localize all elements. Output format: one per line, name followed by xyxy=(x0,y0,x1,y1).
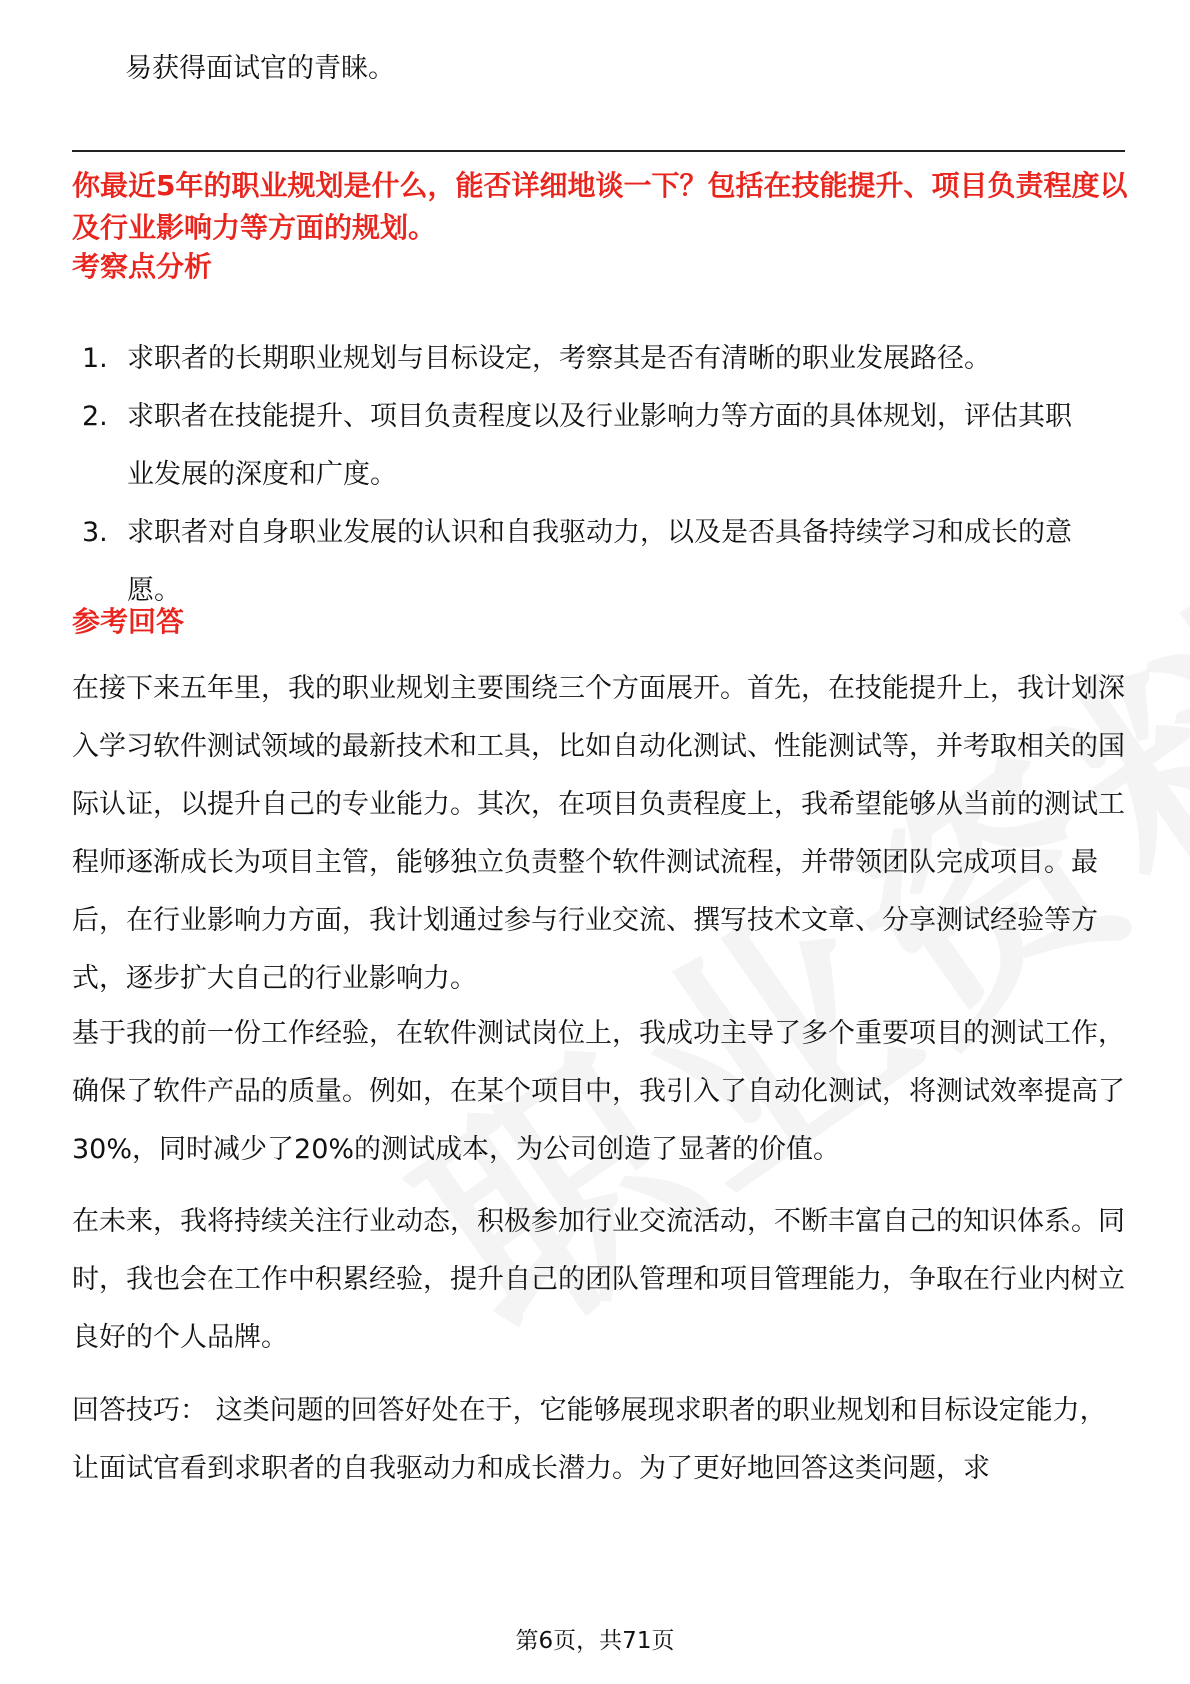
list-number: 1. xyxy=(82,343,108,374)
analysis-heading: 考察点分析 xyxy=(72,250,213,283)
page-number: 第6页，共71页 xyxy=(515,1628,675,1654)
answer-paragraph: 在未来，我将持续关注行业动态，积极参加行业交流活动，不断丰富自己的知识体系。同时，我也会在工作中积累经验，提升自己的团队管理和项目管理能力，争取在行业内树立良好的个人品牌。 xyxy=(72,1206,1125,1353)
list-item xyxy=(82,504,1087,620)
answer-tips-paragraph: 回答技巧： 这类问题的回答好处在于，它能够展现求职者的职业规划和目标设定能力，让面试官看到求职者的自我驱动力和成长潜力。为了更好地回答这类问题，求 xyxy=(72,1395,1107,1484)
continued-text: 易获得面试官的青睐。 xyxy=(125,53,395,84)
list-number: 3. xyxy=(82,517,108,548)
answer-heading: 参考回答 xyxy=(72,605,185,638)
list-item-text: 求职者的长期职业规划与目标设定，考察其是否有清晰的职业发展路径。 xyxy=(127,343,991,374)
answer-paragraph: 基于我的前一份工作经验，在软件测试岗位上，我成功主导了多个重要项目的测试工作，确保了软件产品的质量。例如，在某个项目中，我引入了自动化测试，将测试效率提高了30%，同时减少了20%的测试成本，为公司创造了显著的价值。 xyxy=(72,1018,1125,1165)
section-divider xyxy=(72,150,1125,152)
interview-question: 你最近5年的职业规划是什么，能否详细地谈一下？包括在技能提升、项目负责程度以及行业影响力等方面的规划。 xyxy=(72,169,1128,244)
list-item xyxy=(82,330,1142,388)
answer-paragraph: 在接下来五年里，我的职业规划主要围绕三个方面展开。首先，在技能提升上，我计划深入学习软件测试领域的最新技术和工具，比如自动化测试、性能测试等，并考取相关的国际认证，以提升自己的专业能力。其次，在项目负责程度上，我希望能够从当前的测试工程师逐渐成长为项目主管，能够独立负责整个软件测试流程，并带领团队完成项目。最后，在行业影响力方面，我计划通过参与行业交流、撰写技术文章、分享测试经验等方式，逐步扩大自己的行业影响力。 xyxy=(72,673,1125,994)
list-item-text: 求职者在技能提升、项目负责程度以及行业影响力等方面的具体规划，评估其职业发展的深度和广度。 xyxy=(127,401,1072,490)
analysis-list xyxy=(82,330,1142,620)
list-item xyxy=(82,388,1087,504)
list-number: 2. xyxy=(82,401,108,432)
list-item-text: 求职者对自身职业发展的认识和自我驱动力，以及是否具备持续学习和成长的意愿。 xyxy=(127,517,1072,606)
